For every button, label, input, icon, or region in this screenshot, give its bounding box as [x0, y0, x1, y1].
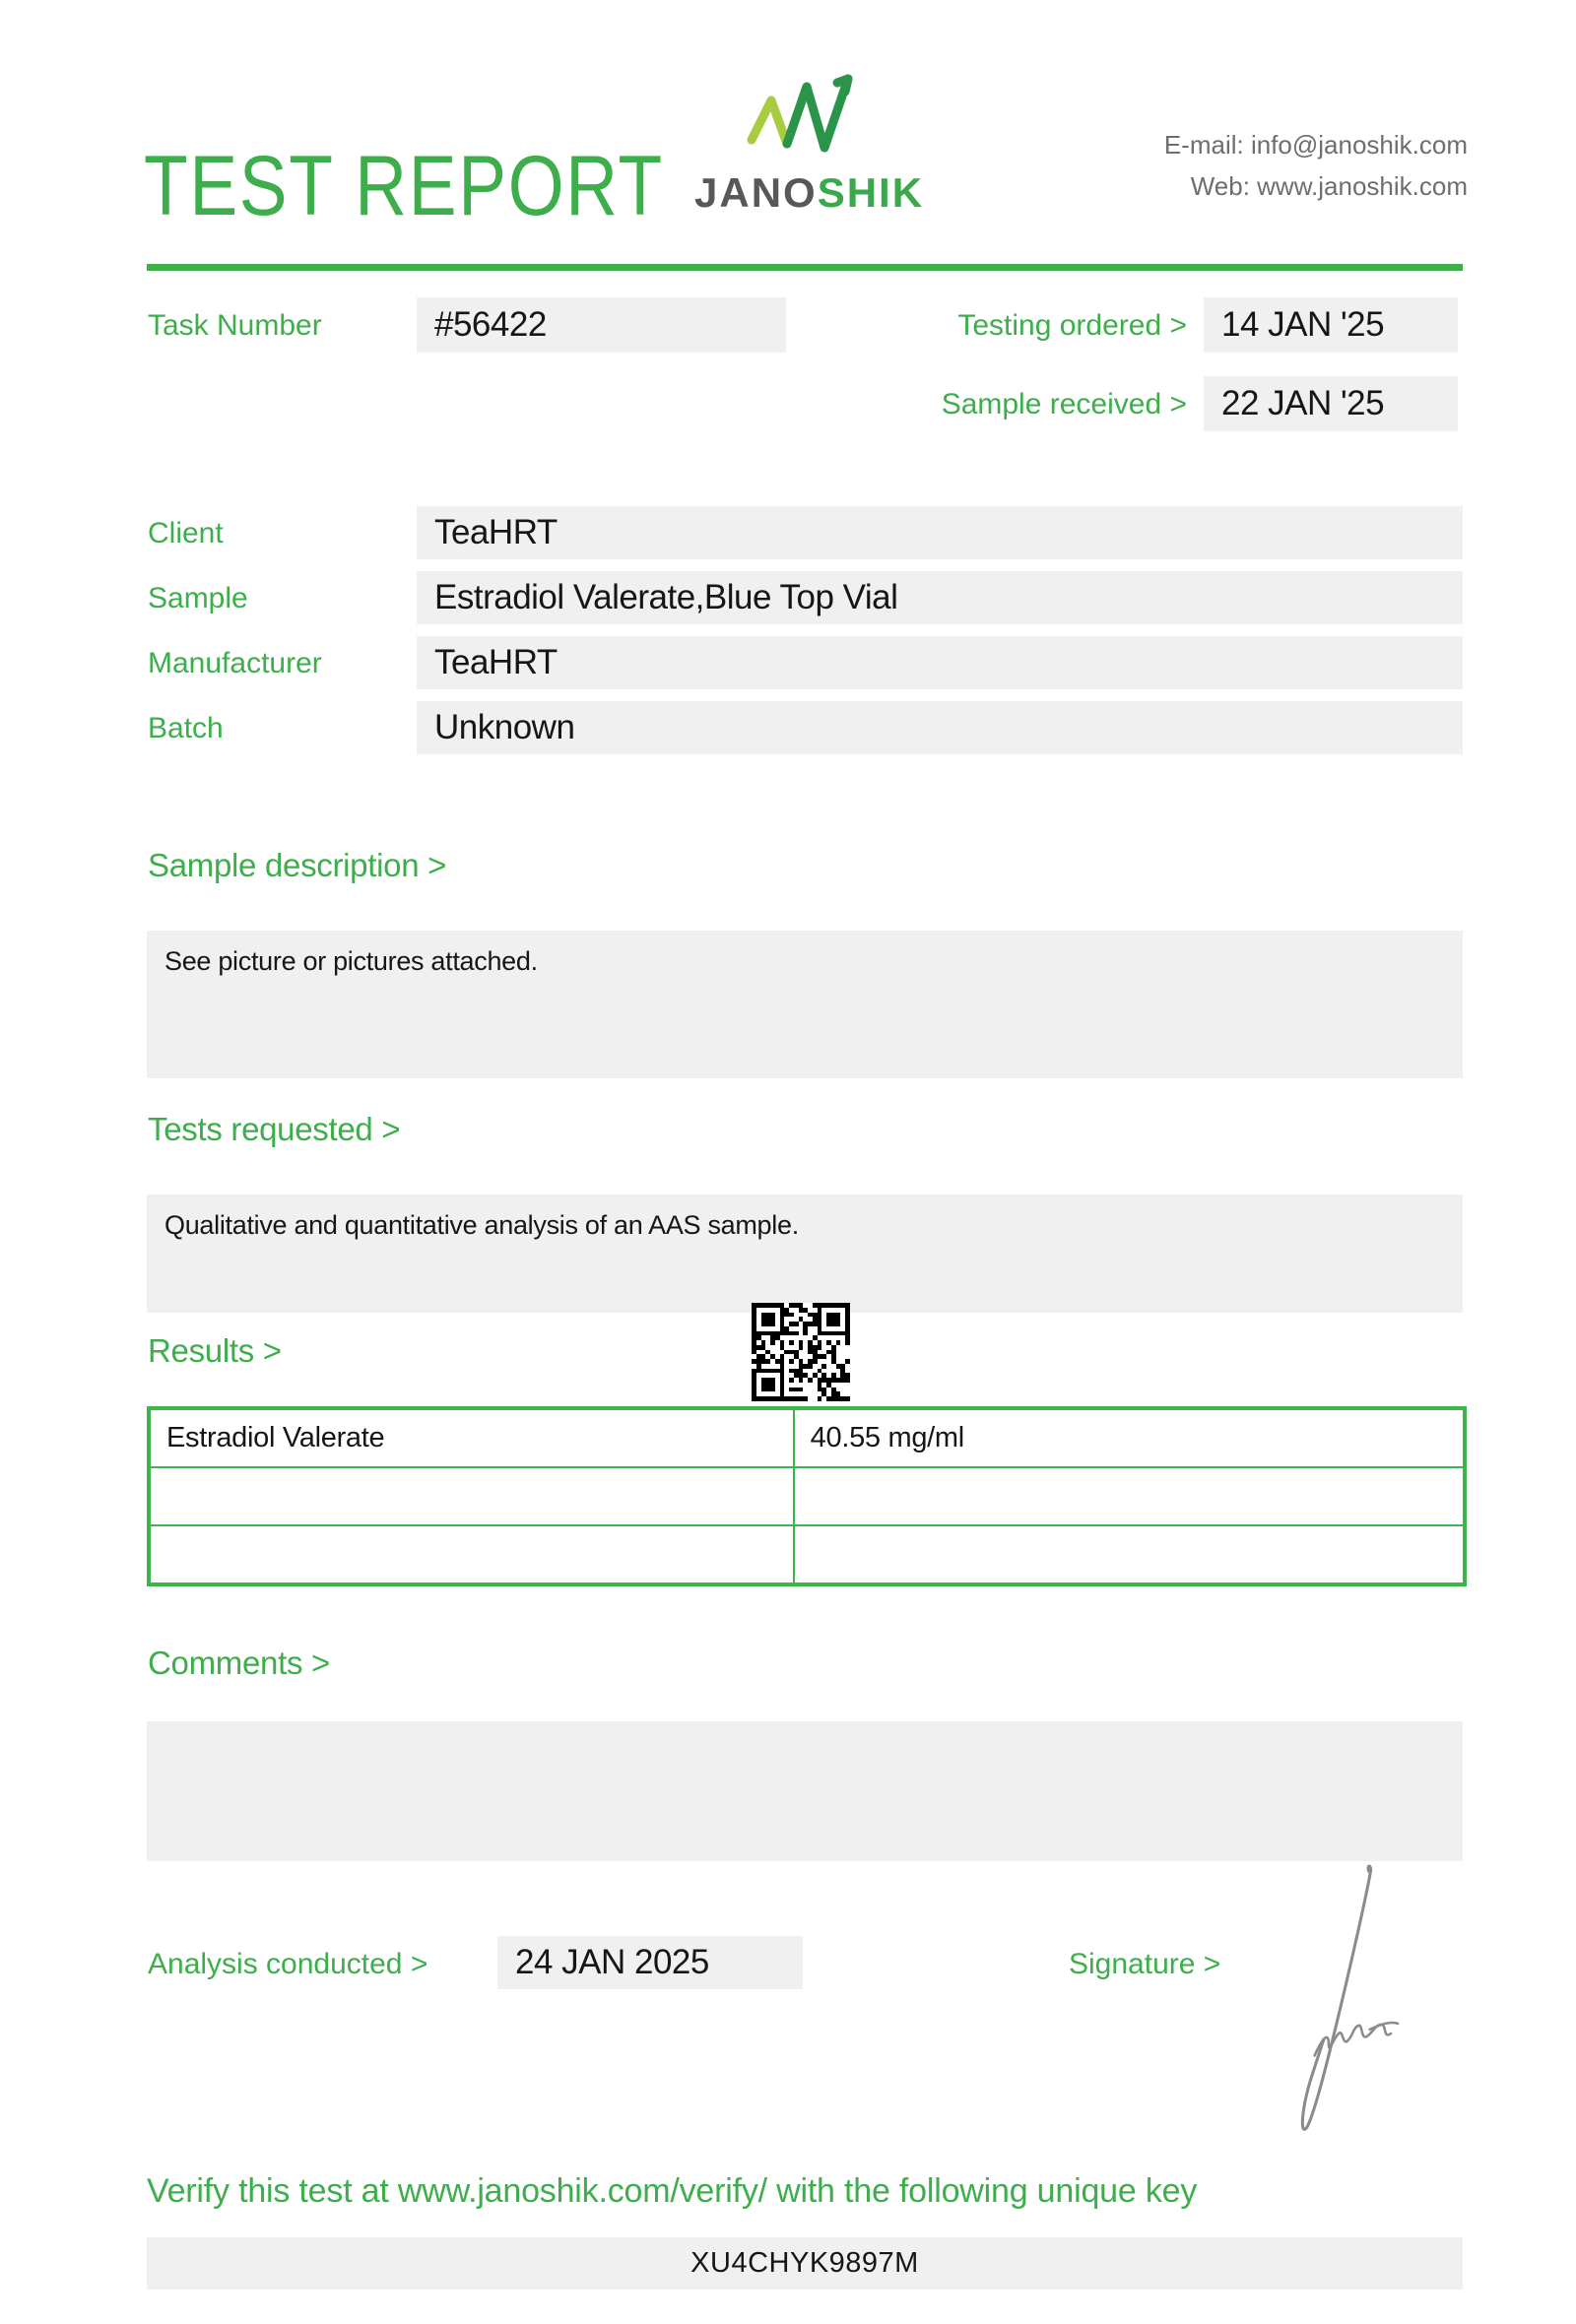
result-analyte	[150, 1467, 794, 1525]
comments-box	[147, 1721, 1463, 1861]
analysis-conducted-label: Analysis conducted >	[148, 1948, 428, 1980]
contact-web[interactable]: Web: www.janoshik.com	[1190, 171, 1468, 201]
tests-requested-heading: Tests requested >	[148, 1111, 401, 1147]
sample-received-value: 22 JAN '25	[1204, 376, 1458, 431]
qr-code[interactable]	[752, 1303, 850, 1401]
sample-received-label: Sample received >	[941, 388, 1187, 420]
tests-requested-text: Qualitative and quantitative analysis of an AAS sample.	[164, 1210, 799, 1240]
batch-value: Unknown	[417, 701, 1463, 754]
manufacturer-label: Manufacturer	[148, 647, 322, 679]
result-value	[794, 1525, 1464, 1583]
analysis-conducted-value: 24 JAN 2025	[497, 1936, 803, 1989]
sample-description-box	[147, 931, 1463, 1078]
sample-value: Estradiol Valerate,Blue Top Vial	[417, 571, 1463, 624]
header-divider	[147, 264, 1463, 271]
logo-wordmark-dark: JANO	[694, 169, 818, 216]
verify-instruction[interactable]: Verify this test at www.janoshik.com/verify/ with the following unique key	[147, 2172, 1198, 2210]
verify-key: XU4CHYK9897M	[147, 2237, 1463, 2290]
result-analyte: Estradiol Valerate	[150, 1409, 794, 1467]
table-row	[150, 1467, 1464, 1525]
sample-description-text: See picture or pictures attached.	[164, 946, 538, 976]
comments-heading: Comments >	[148, 1645, 330, 1681]
result-value	[794, 1467, 1464, 1525]
table-row	[150, 1409, 1464, 1467]
result-value: 40.55 mg/ml	[794, 1409, 1464, 1467]
signature-label: Signature >	[1069, 1948, 1221, 1980]
results-heading: Results >	[148, 1332, 282, 1369]
client-label: Client	[148, 517, 224, 549]
contact-email[interactable]: E-mail: info@janoshik.com	[1163, 130, 1468, 160]
sample-description-heading: Sample description >	[148, 847, 447, 883]
signature-scribble	[1266, 1863, 1404, 2144]
client-value: TeaHRT	[417, 506, 1463, 559]
manufacturer-value: TeaHRT	[417, 636, 1463, 689]
growth-chart-icon	[739, 69, 877, 167]
page-title: TEST REPORT	[144, 139, 664, 233]
logo-wordmark-green: SHIK	[817, 169, 925, 216]
sample-label: Sample	[148, 582, 248, 614]
testing-ordered-value: 14 JAN '25	[1204, 297, 1458, 353]
task-number-value: #56422	[417, 297, 786, 353]
result-analyte	[150, 1525, 794, 1583]
table-row	[150, 1525, 1464, 1583]
task-number-label: Task Number	[148, 309, 322, 342]
tests-requested-box	[147, 1194, 1463, 1313]
results-table	[149, 1408, 1465, 1584]
batch-label: Batch	[148, 712, 224, 744]
logo-wordmark	[694, 169, 924, 217]
testing-ordered-label: Testing ordered >	[957, 309, 1187, 342]
